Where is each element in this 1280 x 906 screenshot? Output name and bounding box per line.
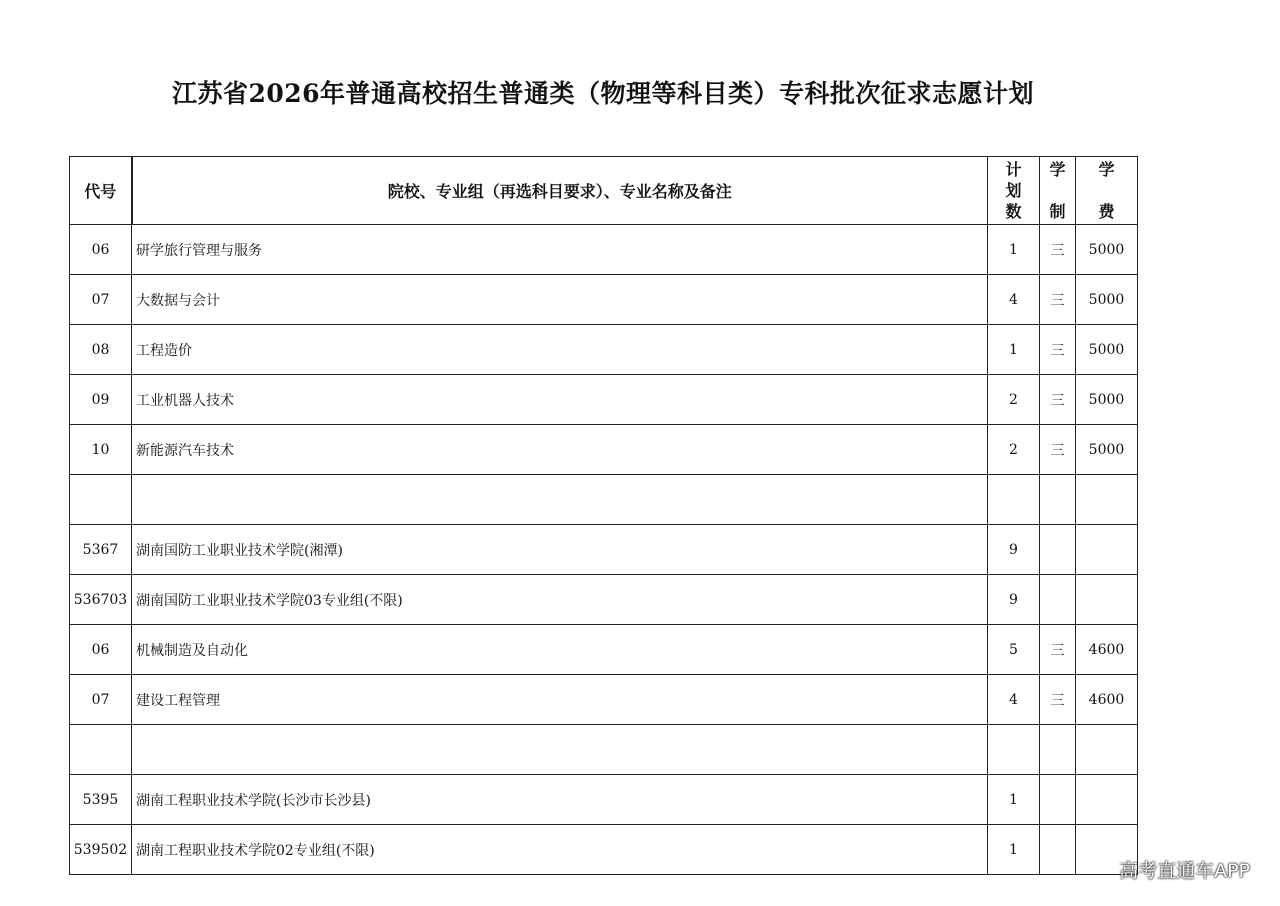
cell-name: 研学旅行管理与服务: [132, 225, 988, 275]
cell-plan: 2: [988, 425, 1040, 475]
cell-fee: 5000: [1076, 375, 1138, 425]
table-row: [70, 725, 1138, 775]
cell-code: 07: [70, 275, 132, 325]
cell-code: 09: [70, 375, 132, 425]
table-row: [70, 475, 1138, 525]
table-row: [70, 675, 1138, 725]
cell-plan: 1: [988, 775, 1040, 825]
header-years-char: 制: [1049, 201, 1066, 221]
cell-code: 5367: [70, 525, 132, 575]
cell-years: 三: [1040, 275, 1076, 325]
cell-years: 三: [1040, 675, 1076, 725]
cell-name: 工业机器人技术: [132, 375, 988, 425]
header-plan-char: 数: [1005, 201, 1022, 221]
cell-fee: 4600: [1076, 625, 1138, 675]
header-plan-char: 计: [1005, 159, 1022, 179]
header-years: [1040, 157, 1076, 225]
cell-plan: 4: [988, 275, 1040, 325]
table-row: [70, 375, 1138, 425]
cell-plan: 9: [988, 575, 1040, 625]
plan-table: [69, 156, 1138, 875]
cell-years: 三: [1040, 325, 1076, 375]
cell-years: 三: [1040, 225, 1076, 275]
header-fee-char: 费: [1098, 201, 1115, 221]
cell-plan: 4: [988, 675, 1040, 725]
cell-plan: 1: [988, 825, 1040, 875]
cell-plan: 1: [988, 225, 1040, 275]
header-plan: [988, 157, 1040, 225]
cell-years: 三: [1040, 425, 1076, 475]
cell-fee: 4600: [1076, 675, 1138, 725]
cell-plan: 2: [988, 375, 1040, 425]
page-title: 江苏省2026年普通高校招生普通类（物理等科目类）专科批次征求志愿计划: [171, 79, 1035, 108]
cell-code: 07: [70, 675, 132, 725]
cell-fee: 5000: [1076, 225, 1138, 275]
cell-plan: [988, 475, 1040, 525]
cell-years: 三: [1040, 625, 1076, 675]
cell-fee: [1076, 475, 1138, 525]
cell-years: [1040, 825, 1076, 875]
table-row: [70, 625, 1138, 675]
cell-code: 539502: [70, 825, 132, 875]
cell-years: [1040, 725, 1076, 775]
cell-name: 大数据与会计: [132, 275, 988, 325]
cell-code: 06: [70, 225, 132, 275]
cell-fee: 5000: [1076, 275, 1138, 325]
table-row: [70, 425, 1138, 475]
header-fee: [1076, 157, 1138, 225]
table-header-row: [70, 157, 1138, 225]
cell-plan: 1: [988, 325, 1040, 375]
cell-plan: 9: [988, 525, 1040, 575]
cell-fee: [1076, 525, 1138, 575]
cell-code: [70, 725, 132, 775]
cell-name: 新能源汽车技术: [132, 425, 988, 475]
cell-code: 06: [70, 625, 132, 675]
header-code: 代号: [70, 157, 132, 225]
cell-code: 536703: [70, 575, 132, 625]
table-row: [70, 275, 1138, 325]
cell-years: [1040, 775, 1076, 825]
cell-fee: [1076, 575, 1138, 625]
header-name: 院校、专业组（再选科目要求）、专业名称及备注: [132, 157, 988, 225]
cell-plan: 5: [988, 625, 1040, 675]
cell-name: 工程造价: [132, 325, 988, 375]
cell-fee: 5000: [1076, 325, 1138, 375]
cell-years: 三: [1040, 375, 1076, 425]
cell-code: 10: [70, 425, 132, 475]
cell-plan: [988, 725, 1040, 775]
watermark: 高考直通车APP: [1119, 860, 1250, 882]
cell-name: 湖南国防工业职业技术学院03专业组(不限): [132, 575, 988, 625]
cell-fee: 5000: [1076, 425, 1138, 475]
header-years-char: 学: [1049, 159, 1066, 179]
header-fee-char: 学: [1098, 159, 1115, 179]
cell-name: 机械制造及自动化: [132, 625, 988, 675]
table-row: [70, 525, 1138, 575]
cell-name: 建设工程管理: [132, 675, 988, 725]
cell-name: [132, 475, 988, 525]
cell-code: 5395: [70, 775, 132, 825]
header-plan-char: 划: [1005, 180, 1022, 200]
cell-name: 湖南国防工业职业技术学院(湘潭): [132, 525, 988, 575]
cell-years: [1040, 475, 1076, 525]
table-row: [70, 575, 1138, 625]
table-row: [70, 775, 1138, 825]
cell-name: 湖南工程职业技术学院02专业组(不限): [132, 825, 988, 875]
table-row: [70, 825, 1138, 875]
cell-years: [1040, 575, 1076, 625]
cell-code: 08: [70, 325, 132, 375]
cell-name: 湖南工程职业技术学院(长沙市长沙县): [132, 775, 988, 825]
cell-fee: [1076, 775, 1138, 825]
cell-code: [70, 475, 132, 525]
table-body: [70, 225, 1138, 875]
table-row: [70, 225, 1138, 275]
cell-years: [1040, 525, 1076, 575]
cell-name: [132, 725, 988, 775]
table-row: [70, 325, 1138, 375]
cell-fee: [1076, 725, 1138, 775]
